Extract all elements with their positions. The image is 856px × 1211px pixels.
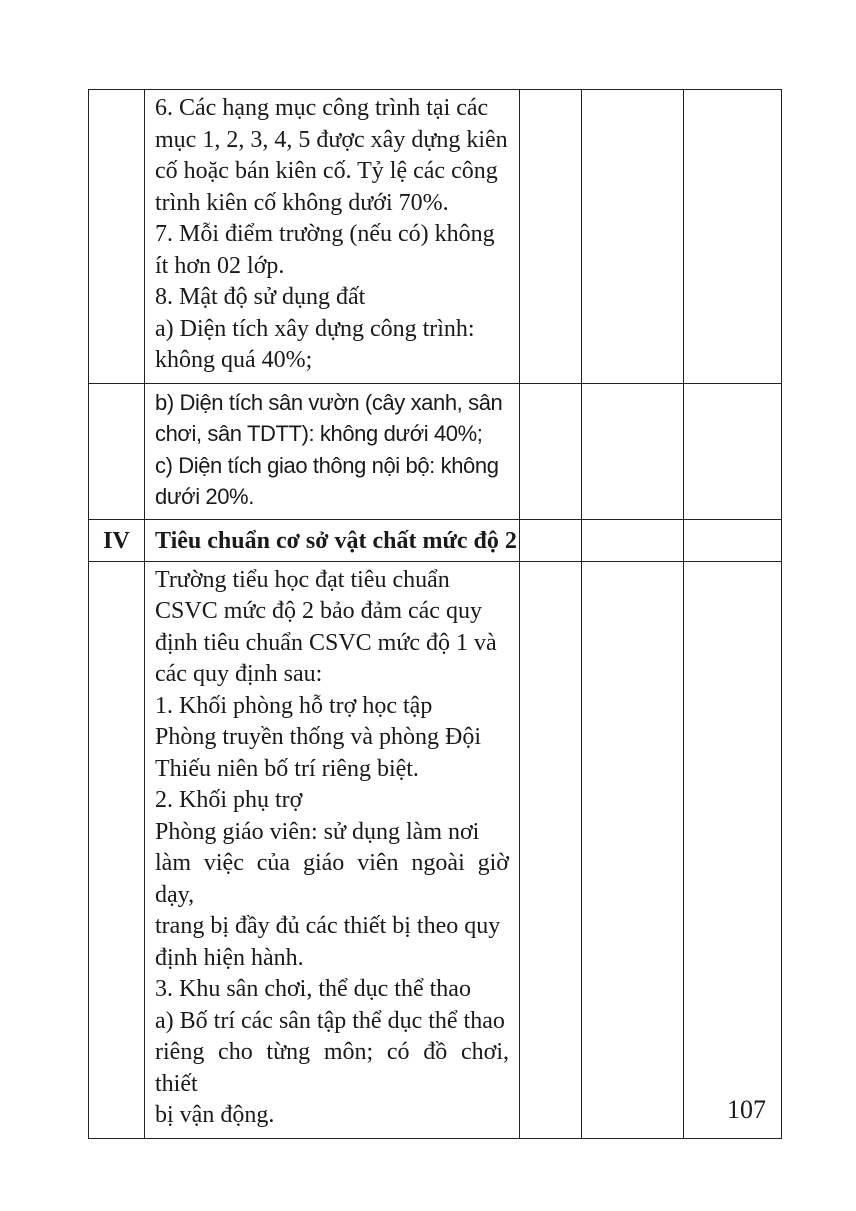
table-row <box>89 561 782 1138</box>
empty-cell <box>582 90 684 384</box>
row-number-cell <box>89 561 145 1138</box>
empty-cell <box>684 90 782 384</box>
table-row <box>89 519 782 561</box>
empty-cell <box>582 519 684 561</box>
page-number: 107 <box>727 1095 766 1124</box>
empty-cell <box>684 383 782 519</box>
section-number-cell <box>89 519 145 561</box>
text-line: định tiêu chuẩn CSVC mức độ 1 và <box>155 629 497 656</box>
text-line: trình kiên cố không dưới 70%. <box>155 189 449 216</box>
text-line: CSVC mức độ 2 bảo đảm các quy <box>155 598 482 624</box>
empty-cell <box>684 519 782 561</box>
text-line: b) Diện tích sân vườn (cây xanh, sân <box>155 389 503 415</box>
text-line: dưới 20%. <box>155 484 254 509</box>
text-line: Phòng truyền thống và phòng Đội <box>155 724 481 750</box>
section-heading: Tiêu chuẩn cơ sở vật chất mức độ 2 <box>155 527 517 554</box>
text-line: riêng cho từng môn; có đồ chơi, thiết <box>155 1039 509 1097</box>
text-line: Thiếu niên bố trí riêng biệt. <box>155 755 419 782</box>
text-line: chơi, sân TDTT): không dưới 40%; <box>155 421 483 446</box>
text-line: làm việc của giáo viên ngoài giờ dạy, <box>155 850 509 908</box>
row-number-cell <box>89 90 145 384</box>
text-line: c) Diện tích giao thông nội bộ: không <box>155 452 499 478</box>
text-line: 6. Các hạng mục công trình tại các <box>155 95 489 121</box>
row-number-cell <box>89 383 145 519</box>
criteria-text-cell <box>145 561 520 1138</box>
empty-cell <box>582 383 684 519</box>
criteria-text-cell <box>145 383 520 519</box>
empty-cell <box>520 561 582 1138</box>
empty-cell <box>582 561 684 1138</box>
text-line: các quy định sau: <box>155 661 323 687</box>
table-row <box>89 383 782 519</box>
text-line: mục 1, 2, 3, 4, 5 được xây dựng kiên <box>155 126 508 153</box>
criteria-text <box>145 90 519 383</box>
text-line: 2. Khối phụ trợ <box>155 787 303 813</box>
text-line: 7. Mỗi điểm trường (nếu có) không <box>155 221 495 247</box>
section-number: IV <box>103 527 130 554</box>
criteria-text <box>145 562 519 1138</box>
text-line: cố hoặc bán kiên cố. Tỷ lệ các công <box>155 158 498 184</box>
text-line: 3. Khu sân chơi, thể dục thể thao <box>155 976 471 1002</box>
empty-cell <box>520 383 582 519</box>
table-row <box>89 90 782 384</box>
text-line: bị vận động. <box>155 1102 275 1128</box>
text-line: ít hơn 02 lớp. <box>155 252 285 279</box>
criteria-text-cell <box>145 90 520 384</box>
text-line: Phòng giáo viên: sử dụng làm nơi <box>155 818 480 845</box>
empty-cell <box>520 519 582 561</box>
text-line: trang bị đầy đủ các thiết bị theo quy <box>155 913 501 939</box>
text-line: 1. Khối phòng hỗ trợ học tập <box>155 692 433 719</box>
text-line: a) Bố trí các sân tập thể dục thể thao <box>155 1007 505 1034</box>
empty-cell <box>520 90 582 384</box>
text-line: Trường tiểu học đạt tiêu chuẩn <box>155 566 450 593</box>
text-line: 8. Mật độ sử dụng đất <box>155 284 366 310</box>
criteria-text <box>145 384 519 519</box>
empty-cell <box>684 561 782 1138</box>
text-line: định hiện hành. <box>155 944 304 971</box>
text-line: không quá 40%; <box>155 347 313 373</box>
text-line: a) Diện tích xây dựng công trình: <box>155 315 475 342</box>
criteria-table <box>88 89 782 1139</box>
section-heading-cell <box>145 519 520 561</box>
